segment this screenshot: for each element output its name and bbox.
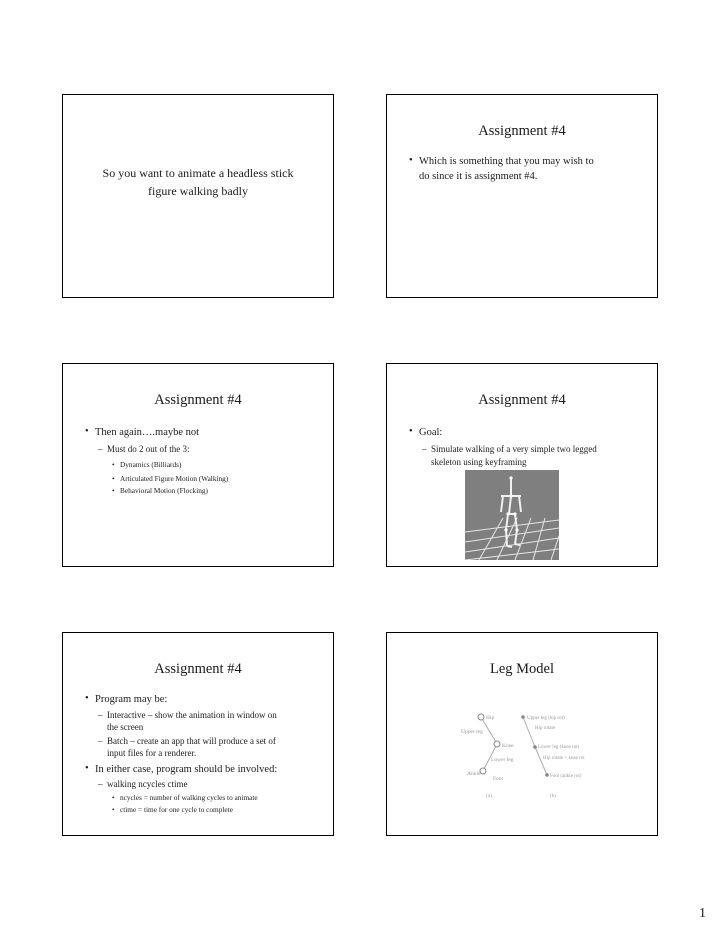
bullet-icon: •	[112, 793, 115, 802]
slide-3-item-1: Dynamics (Billiards)	[120, 460, 182, 469]
page-number: 1	[699, 906, 706, 921]
label-foot: Foot	[493, 776, 504, 782]
slide-5-subbullet-a-line1: Interactive – show the animation in window on	[107, 710, 277, 720]
slide-5-subbullet-a-line2: the screen	[107, 722, 144, 732]
label-lower-leg-knee-rot: Lower leg (knee rot)	[538, 745, 580, 750]
slide-5-subbullet-b-line2: input files for a renderer.	[107, 748, 197, 758]
slide-4-bullet-1: Goal:	[419, 427, 443, 438]
label-hip: Hip	[486, 715, 495, 721]
bullet-icon: •	[112, 460, 115, 469]
slide-4-subbullet-line1: Simulate walking of a very simple two legged	[431, 444, 597, 454]
label-foot-ankle-rot: Foot (ankle rot)	[550, 774, 582, 779]
slide-6-title: Leg Model	[489, 661, 555, 677]
slide-5-item-1: ncycles = number of walking cycles to animate	[120, 793, 258, 802]
knee-joint	[494, 741, 500, 747]
slide-5-bullet-2: In either case, program should be involved:	[95, 764, 278, 775]
label-lower-leg: Lower leg	[491, 757, 514, 763]
slide-4-subbullet-line2: skeleton using keyframing	[431, 457, 527, 467]
label-upper-leg-hip-rot: Upper leg (hip rot)	[527, 716, 565, 721]
slide-3-item-2: Articulated Figure Motion (Walking)	[120, 474, 229, 483]
bullet-icon: •	[409, 426, 413, 437]
label-ankle: Ankle	[467, 771, 481, 777]
slide-5	[62, 632, 334, 836]
leg-a-joints	[478, 714, 500, 774]
slide-4-title: Assignment #4	[478, 392, 566, 408]
bullet-icon: •	[85, 693, 89, 704]
label-hip-knee-rot: Hip rotate + knee rot	[543, 756, 585, 761]
bullet-icon: •	[409, 155, 413, 166]
slide-3-item-3: Behavioral Motion (Flocking)	[120, 486, 208, 495]
slide-4	[386, 363, 658, 567]
slide-3-bullet-1: Then again….maybe not	[95, 427, 200, 438]
hip-joint	[478, 714, 484, 720]
slide-5-title: Assignment #4	[154, 661, 242, 677]
slide-2-bullet-line2: do since it is assignment #4.	[419, 171, 538, 182]
walking-skeleton-image	[465, 470, 559, 560]
ankle-joint	[480, 768, 486, 774]
slide-6	[386, 632, 658, 836]
slide-2	[386, 94, 658, 298]
slide-5-subbullet-b-line1: Batch – create an app that will produce a set of	[107, 736, 276, 746]
label-upper-leg: Upper leg	[461, 729, 483, 735]
slide-1	[62, 94, 334, 298]
slide-5-item-2: ctime = time for one cycle to complete	[120, 805, 233, 814]
bullet-icon: •	[112, 486, 115, 495]
slide-5-bullet-1: Program may be:	[95, 694, 168, 705]
leg-model-diagram	[439, 707, 629, 807]
slide-2-title: Assignment #4	[478, 123, 566, 139]
dash-icon: –	[98, 444, 103, 454]
slide-2-bullet-line1: Which is something that you may wish to	[419, 156, 594, 167]
slide-1-text-line1: So you want to animate a headless stick	[102, 166, 294, 180]
label-a: (a)	[486, 793, 493, 799]
bullet-icon: •	[85, 763, 89, 774]
slide-3-subbullet: Must do 2 out of the 3:	[107, 444, 190, 454]
slide-3	[62, 363, 334, 567]
slide-3-title: Assignment #4	[154, 392, 242, 408]
bullet-icon: •	[112, 805, 115, 814]
bullet-icon: •	[85, 426, 89, 437]
dash-icon: –	[98, 736, 103, 746]
slide-1-text-line2: figure walking badly	[148, 184, 248, 198]
dash-icon: –	[422, 444, 427, 454]
dash-icon: –	[98, 710, 103, 720]
dash-icon: –	[98, 779, 103, 789]
label-hip-rotate: Hip rotate	[535, 726, 556, 731]
bullet-icon: •	[112, 474, 115, 483]
slide-5-subbullet-c: walking ncycles ctime	[107, 779, 188, 789]
label-knee: Knee	[502, 743, 514, 749]
label-b: (b)	[550, 794, 556, 799]
